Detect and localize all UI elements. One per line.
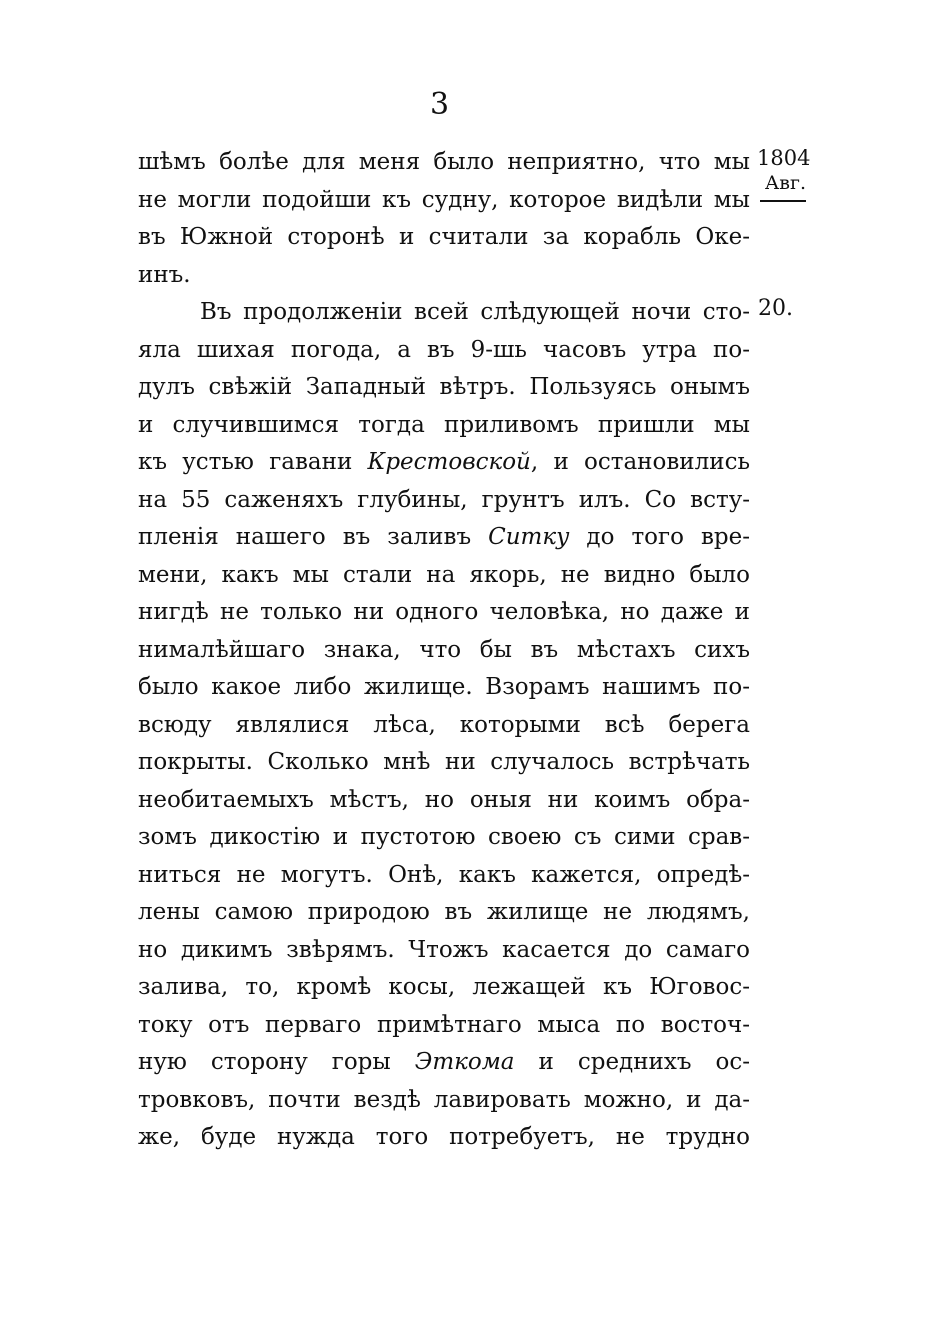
text-line: но дикимъ звѣрямъ. Чтожъ касается до самаго bbox=[138, 936, 750, 963]
text-line: лены самою природою въ жилище не людямъ, bbox=[138, 899, 750, 925]
text-line-with-place-name bbox=[138, 444, 750, 482]
body-text bbox=[138, 144, 750, 1157]
text-line: шѣмъ болѣе для меня было неприятно, что мы bbox=[138, 149, 750, 175]
text-line: и случившимся тогда приливомъ пришли мы bbox=[138, 411, 750, 438]
text-line: нигдѣ не только ни одного человѣка, но даже и bbox=[138, 599, 750, 625]
text-line: необитаемыхъ мѣстъ, но оныя ни коимъ обра- bbox=[138, 786, 750, 813]
text-line-with-place-name bbox=[138, 519, 750, 557]
text-line: въ Южной сторонѣ и считали за корабль Оке- bbox=[138, 224, 750, 250]
text-line: мени, какъ мы стали на якорь, не видно было bbox=[138, 561, 750, 588]
place-name-etkoma: Эткома bbox=[414, 1049, 515, 1075]
text-segment: ную сторону горы bbox=[138, 1049, 415, 1075]
text-line-with-place-name bbox=[138, 1044, 750, 1082]
text-line: яла шихая погода, а въ 9-шь часовъ утра по- bbox=[138, 336, 750, 363]
place-name-sitka: Ситку bbox=[488, 524, 570, 550]
text-segment: , и остановились bbox=[530, 449, 750, 475]
text-line: инъ. bbox=[138, 261, 191, 288]
text-line: на 55 саженяхъ глубины, грунтъ илъ. Со всту- bbox=[138, 486, 750, 513]
text-line: не могли подойши къ судну, которое видѣли мы bbox=[138, 186, 750, 213]
text-line: ниться не могутъ. Онѣ, какъ кажется, опредѣ- bbox=[138, 861, 750, 888]
text-segment: и среднихъ ос- bbox=[514, 1049, 750, 1075]
text-line: покрыты. Сколько мнѣ ни случалось встрѣчать bbox=[138, 749, 750, 775]
text-line: зомъ дикостію и пустотою своею съ сими срав- bbox=[138, 824, 750, 850]
place-name-krestovskaya: Крестовской bbox=[367, 449, 531, 475]
text-segment: до того вре- bbox=[569, 524, 750, 550]
text-line: же, буде нужда того потребуетъ, не трудно bbox=[138, 1124, 750, 1150]
text-line: залива, то, кромѣ косы, лежащей къ Юговос- bbox=[138, 974, 750, 1000]
text-line: было какое либо жилище. Взорамъ нашимъ по- bbox=[138, 674, 750, 700]
text-segment: къ устью гавани bbox=[138, 449, 368, 475]
text-segment: пленія нашего въ заливъ bbox=[138, 524, 489, 550]
margin-note-year: 1804 bbox=[757, 146, 811, 170]
text-line: дулъ свѣжій Западный вѣтръ. Пользуясь онымъ bbox=[138, 374, 750, 400]
text-line: нималѣйшаго знака, что бы въ мѣстахъ сихъ bbox=[138, 636, 750, 663]
text-line: тровковъ, почти вездѣ лавировать можно, и да- bbox=[138, 1086, 750, 1113]
margin-note-day: 20. bbox=[758, 296, 793, 321]
text-line: току отъ перваго примѣтнаго мыса по восточ- bbox=[138, 1011, 750, 1038]
paragraph-start-line: Въ продолженіи всей слѣдующей ночи сто- bbox=[200, 299, 750, 325]
text-line: всюду являлися лѣса, которыми всѣ берега bbox=[138, 711, 750, 738]
page-number: 3 bbox=[430, 87, 450, 122]
margin-note-month: Авг. bbox=[760, 170, 806, 202]
